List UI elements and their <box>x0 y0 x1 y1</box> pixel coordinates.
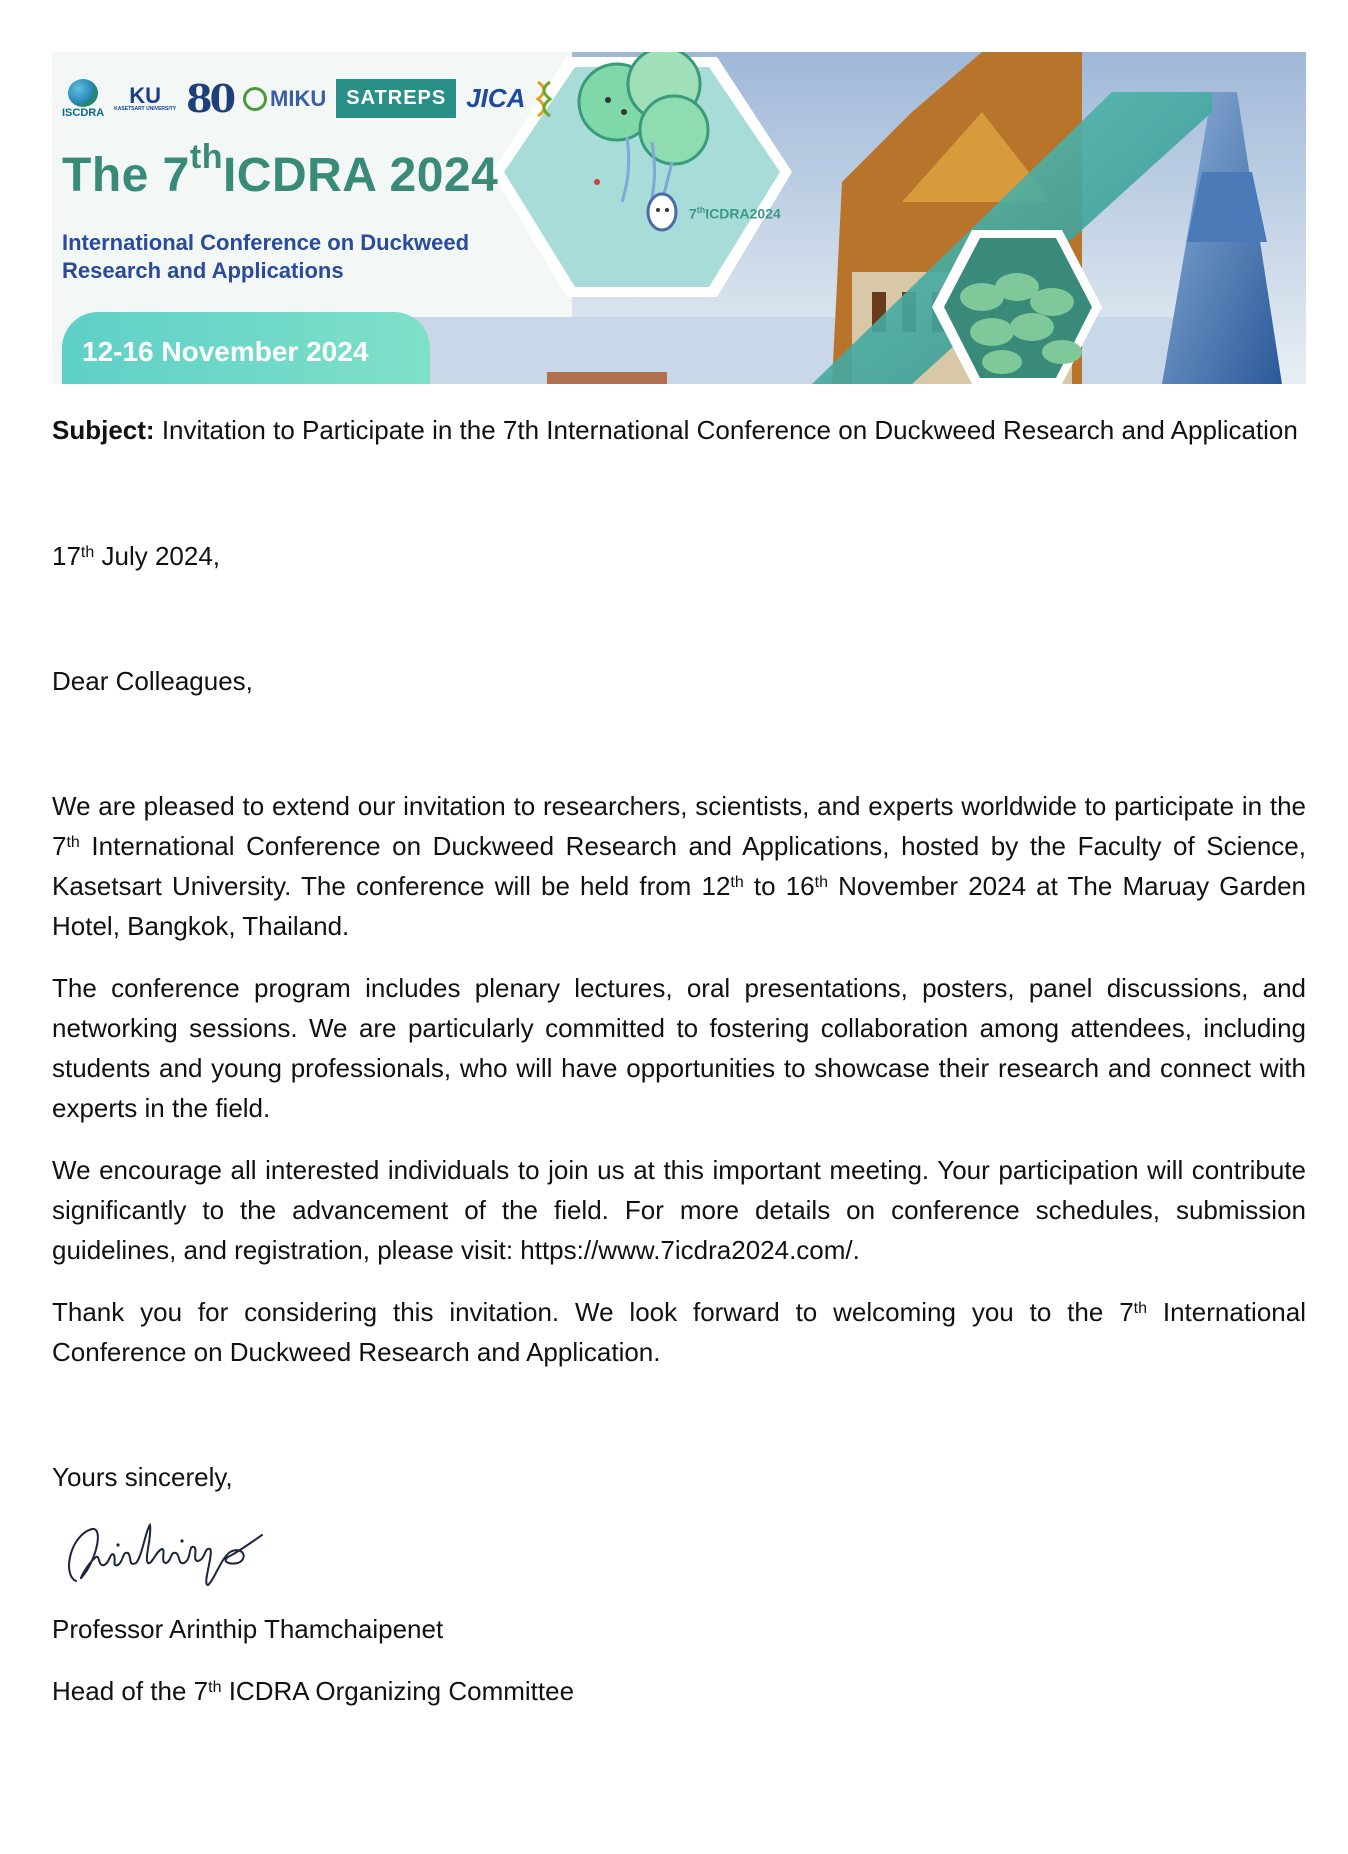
jica-logo: JICA <box>466 83 526 113</box>
letter-date: 17th July 2024, <box>52 541 221 571</box>
omiku-ring-icon <box>243 87 267 111</box>
handwritten-signature <box>52 1515 322 1591</box>
signer-title: Head of the 7th ICDRA Organizing Committee <box>52 1676 575 1706</box>
banner-subtitle-line-1: International Conference on Duckweed <box>62 230 470 255</box>
paragraph-program: The conference program includes plenary lectures, oral presentations, posters, panel discussions, and networking sessions. We are particularly committed to fostering collaboration among attendees, including students and young professionals, who will have opportunities to showcase their research and connect with experts in the field. <box>52 973 1306 1123</box>
ku-logo: KU KASETSART UNIVERSITY <box>114 82 177 112</box>
sponsor-logos <box>62 76 553 121</box>
paragraph-invitation: We are pleased to extend our invitation to researchers, scientists, and experts worldwide to participate in the 7th International Conference on Duckweed Research and Applications, hosted by the Faculty of Science, Kasetsart University. The conference will be held from 12th to 16th November 2024 at The Maruay Garden Hotel, Bangkok, Thailand. <box>52 791 1306 941</box>
hexagon-logo-label: 7thICDRA2024 <box>689 205 781 222</box>
subject-line <box>52 410 1306 450</box>
iscdra-logo: ISCDRA <box>62 79 104 119</box>
conference-dates-pill: 12-16 November 2024 <box>62 312 430 384</box>
globe-icon <box>68 79 98 107</box>
banner-subtitle-line-2: Research and Applications <box>62 258 344 283</box>
helix-logo <box>535 80 553 118</box>
paragraph-thanks: Thank you for considering this invitation. We look forward to welcoming you to the 7th International Conference on Duckweed Research and Application. <box>52 1297 1306 1367</box>
omiku-logo: MIKU <box>243 86 326 112</box>
salutation: Dear Colleagues, <box>52 666 253 696</box>
letter-body <box>52 410 1306 1711</box>
eighty-years-logo: 80 <box>186 76 234 121</box>
subject-label: Subject: <box>52 415 155 445</box>
conference-banner <box>52 52 1306 384</box>
paragraph-encouragement: We encourage all interested individuals to join us at this important meeting. Your participation will contribute significantly to the advancement of the field. For more details on conference schedules, submission guidelines, and registration, please visit: https://www.7icdra2024.com/. <box>52 1155 1306 1265</box>
banner-title: The 7thICDRA 2024 <box>62 138 499 202</box>
closing: Yours sincerely, <box>52 1462 233 1492</box>
roof-detail <box>547 372 667 384</box>
signer-name: Professor Arinthip Thamchaipenet <box>52 1614 444 1644</box>
dna-helix-icon <box>535 80 553 118</box>
subject-text: Invitation to Participate in the 7th International Conference on Duckweed Research and Application <box>161 415 1298 445</box>
satreps-logo: SATREPS <box>336 79 456 118</box>
